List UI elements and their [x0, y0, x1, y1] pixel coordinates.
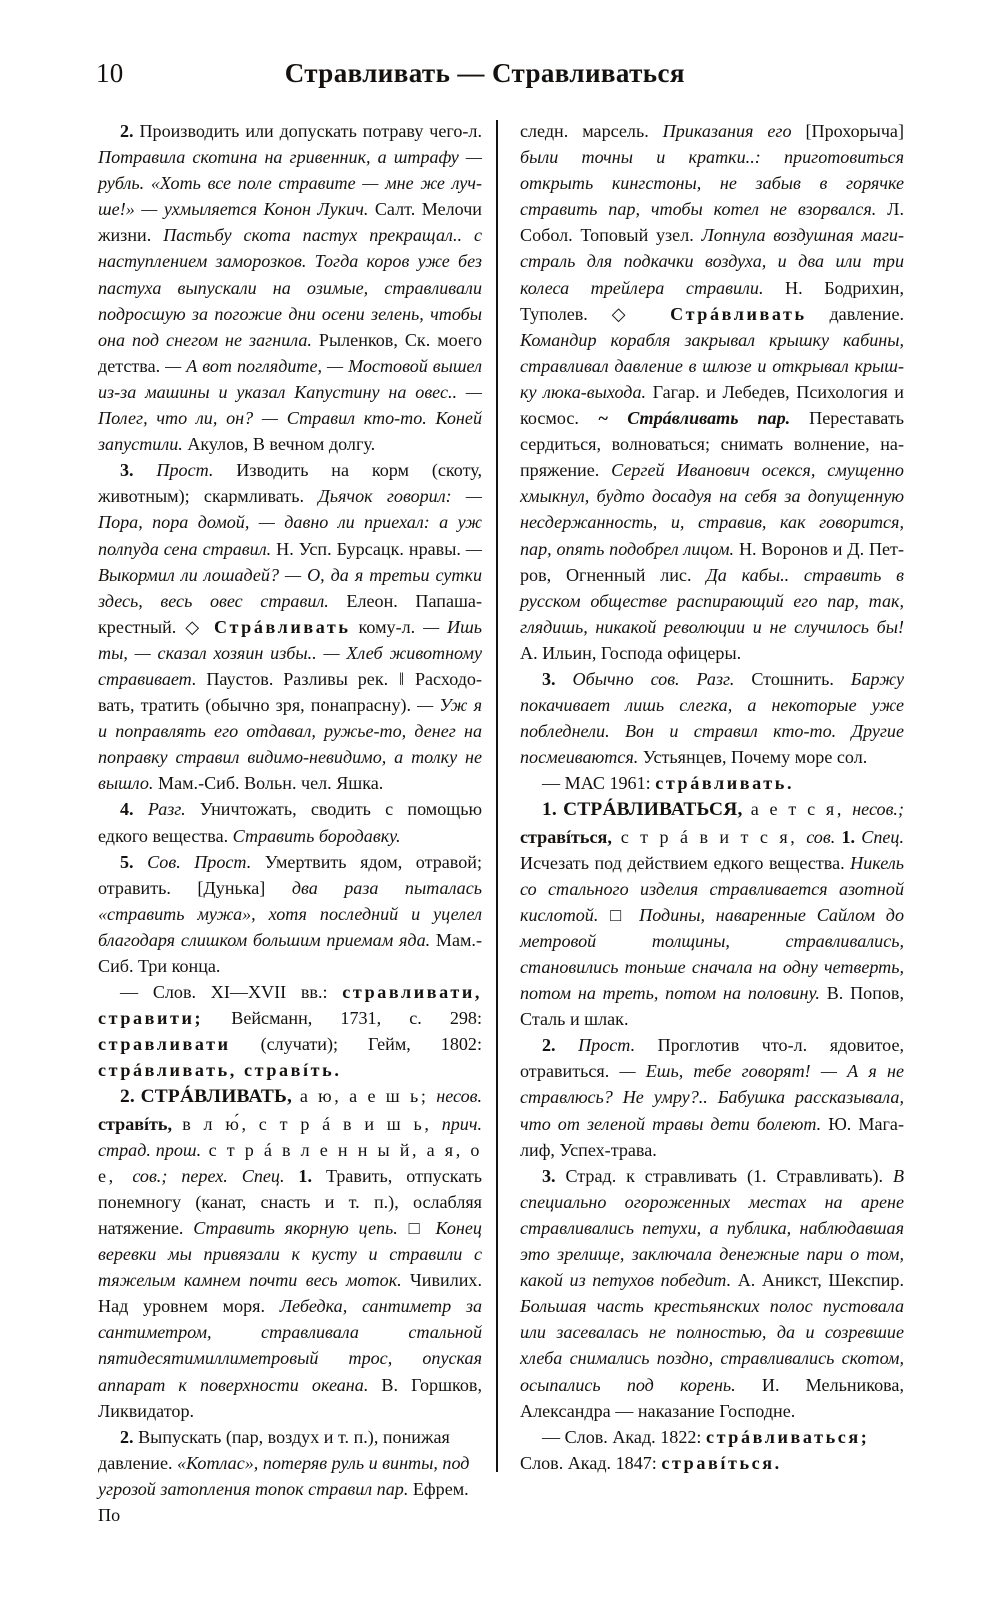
text-run: 3. [542, 1165, 556, 1186]
text-run: Дьячок говорил: — Пора, пора домой, — давно ли приехал: а уж полпуда сена стравил. [98, 486, 482, 559]
entry-paragraph [98, 1083, 482, 1423]
text-run: Стрáвливать [203, 616, 351, 637]
text-run: с т р á в и т с я, [611, 826, 807, 847]
text-run: Ефрем. По [98, 1478, 469, 1525]
text-run: 2. [120, 1426, 134, 1447]
text-run: стравливати, стравити; [98, 982, 482, 1029]
text-run: Проглотив что-л. ядовитое, отравиться. [520, 1035, 904, 1082]
text-run: Гагар. и Лебедев, Психология и космос. [520, 381, 904, 429]
text-run: Н. Усп. Бурсацк. нравы. [271, 538, 466, 559]
entry-paragraph [98, 457, 482, 796]
text-run: Сов. Прост. [133, 851, 252, 872]
text-run: ◇ [185, 616, 203, 637]
text-run: стрáвливаться; [705, 1426, 870, 1447]
text-run: Да кабы.. стравить в русском обществе распирающий его пар, так, глядишь, никакой революции и не случилось бы! [520, 564, 904, 637]
text-run: Большая часть крестьянских полос пустовала или засевалась не полностью, да и созревшие хлеба снимались поздно, стравливались скотом, осыпались под корень. [520, 1296, 904, 1395]
text-run: — Уж я и поправлять его отдавал, ружье-то, денег на поправку стравил видимо-невидимо, а толку не вышло. [98, 695, 482, 794]
running-title: Стравливать — Стравливаться [284, 58, 685, 88]
text-run: ◇ [611, 303, 644, 324]
text-run: 5. [120, 851, 134, 872]
text-run: Елеон. Папаша-крестный. [98, 590, 482, 637]
text-run: Уничтожать, сводить с помощью едкого вещества. [98, 799, 482, 846]
text-run: □ [398, 1217, 435, 1238]
text-run: Акулов, В вечном долгу. [182, 434, 376, 455]
text-run: — Ишь ты, — сказал хозяин избы.. — Хлеб животному стравивает. [98, 616, 483, 689]
text-run: Изводить на корм (скоту, животным); скармливать. [98, 460, 482, 507]
text-run: 2. [542, 1035, 556, 1056]
text-run: с т р á в л е н н ы й, а я, о е, [98, 1139, 482, 1186]
text-run: — Слов. Акад. 1822: [542, 1426, 706, 1447]
text-run: (случати); Гейм, 1802: [230, 1034, 482, 1055]
text-run: Баржу покачивает лишь слегка, а некоторые уже побледнели. Вон и стравил кто-то. Другие посмеиваются. [520, 668, 904, 768]
text-columns [98, 118, 910, 1525]
entry-paragraph [520, 1032, 904, 1162]
entry-paragraph [98, 796, 482, 848]
text-run: Исчезать под действием едкого вещества. [520, 852, 851, 873]
text-run: Переставать сердиться, волноваться; снимать волнение, напряжение. [520, 408, 904, 481]
page-number: 10 [96, 58, 124, 88]
entry-paragraph [98, 979, 482, 1083]
text-run: ‖ [399, 668, 405, 689]
text-run: 2. [120, 121, 134, 141]
text-run: Н. Бодрихин, Туполев. [520, 277, 904, 324]
text-run: — МАС 1961: [542, 773, 656, 794]
text-run: Производить или допускать потраву чего-л. [133, 121, 482, 141]
entry-paragraph [520, 118, 904, 666]
text-run: Страд. к стравливать (1. Стравливать). [555, 1165, 893, 1186]
text-run: следн. марсель. [520, 121, 663, 141]
entry-paragraph [520, 666, 904, 770]
text-run: Рыленков, Ск. моего детства. [98, 329, 482, 376]
text-run: Слов. Акад. 1847: [520, 1452, 662, 1473]
text-run: несов. [436, 1086, 483, 1107]
text-run: 3. [542, 668, 556, 689]
text-run: стравливати [98, 1034, 231, 1055]
text-run: Обычно сов. Разг. [555, 668, 735, 689]
text-run: — Выкормил ли лошадей? — О, да я третьи сутки здесь, весь овес стравил. [98, 538, 482, 611]
text-run: давление. [806, 303, 904, 324]
text-run: Н. Воронов и Д. Петров, Огненный лис. [520, 538, 904, 585]
text-run: 2. СТРÁВЛИВАТЬ, [120, 1086, 293, 1108]
text-run: Лопнула воздушная магистраль для подкачки воздуха, и два или три колеса трейлера стравили. [520, 225, 904, 298]
entry-paragraph [520, 1424, 904, 1476]
text-run: Конец веревки мы привязали к кусту и стравили с тяжелым камнем почти весь моток. [98, 1217, 482, 1291]
entry-paragraph [520, 770, 904, 796]
text-run: Никель со стального изделия стравливается азотной кислотой. [520, 852, 904, 925]
text-run: Прост. [555, 1035, 636, 1056]
text-run: Салт. Мелочи жизни. [98, 199, 482, 246]
entry-paragraph [98, 1424, 482, 1528]
text-run: 4. [120, 799, 134, 820]
text-run: Расходовать, тратить (обычно зря, понапрасну). [98, 668, 483, 716]
text-run: Лебедка, сантиметр за сантиметром, стравливала стальной пятидесятимиллиметровый трос, опуская аппарат к поверхности океана. [98, 1296, 482, 1395]
text-run: Ю. Магалиф, Успех-трава. [520, 1113, 904, 1160]
text-run: Спец. [855, 826, 904, 847]
text-run: а ю, а е ш ь; [292, 1086, 437, 1107]
text-run: 3. [120, 460, 134, 481]
entry-paragraph [98, 118, 482, 457]
text-run: 1. [835, 826, 856, 847]
text-run: Прост. [133, 460, 214, 481]
entry-paragraph [520, 796, 904, 1032]
entry-paragraph [98, 849, 482, 979]
text-run: Мам.-Сиб. Вольн. чел. Яшка. [153, 773, 384, 794]
text-run: Мам.-Сиб. Три конца. [98, 929, 482, 976]
text-run: несов.; [852, 799, 904, 820]
text-run: 1. СТРÁВЛИВАТЬСЯ, [542, 799, 743, 821]
text-run: — Слов. XI—XVII вв.: [120, 982, 343, 1003]
text-run: В специально огороженных местах на арене стравливались петухи, а публика, наблюдавшая это зрелище, заключала денежные пари о том, какой из петухов победит. [520, 1165, 904, 1291]
text-run: А. Ильин, Господа офицеры. [520, 642, 742, 663]
text-run: «Котлас», потеряв руль и винты, под угрозой затопления топок стравил пар. [98, 1452, 470, 1499]
right-column [498, 118, 904, 1478]
left-column [98, 118, 496, 1525]
text-run: а е т с я, [742, 799, 853, 820]
text-run: стравíться. [661, 1452, 782, 1473]
text-run: Вейсманн, 1731, с. 298: [203, 1008, 482, 1029]
text-run: В. Горшков, Ликвидатор. [98, 1374, 482, 1421]
text-run: сов. [806, 826, 836, 847]
text-run: И. Мельникова, Александра — наказание Господне. [520, 1374, 904, 1421]
text-run: □ [599, 904, 639, 925]
text-run: — Ешь, тебе говорят! — А я не стравлюсь? Не умру?.. Бабушка рассказывала, что от зеленой травы дети болеют. [520, 1061, 904, 1134]
text-run: два раза пыталась «стравить мужа», хотя последний и уцелел благодаря слишком большим приемам яда. [98, 877, 482, 950]
text-run: Умертвить ядом, отравой; отравить. [Дунька] [98, 851, 482, 898]
entry-paragraph [520, 1163, 904, 1424]
text-run: кому-л. [350, 616, 424, 637]
text-run: стравíть, [98, 1113, 173, 1134]
text-run: Травить, отпускать понемногу (канат, снасть и т. п.), ослабляя натяжение. [98, 1165, 482, 1238]
text-run: в л ю́, с т р á в и ш ь, [172, 1113, 442, 1134]
text-run: стравíться, [520, 826, 612, 847]
text-run: Командир корабля закрывал крышку кабины, стравливал давление в шлюзе и открывал крышку люка-выхода. [520, 329, 904, 402]
text-run: Устьянцев, Почему море сол. [638, 747, 868, 768]
text-run: были точны и кратки..: приготовиться открыть кингстоны, не забыв в горячке стравить пар, чтобы котел не взорвался. [520, 147, 904, 220]
text-run: Стравить бородавку. [232, 825, 401, 846]
text-run: Разг. [133, 799, 186, 820]
text-run: ~ Стрáвливать пар. [597, 408, 791, 429]
text-run: Пастьбу скота пастух прекращал.. с наступлением заморозков. Тогда коров уже без пастуха выпускали на озимые, стравливали подросшую за погожие дни осени зелень, чтобы она под снегом не загнила. [98, 225, 482, 350]
text-run: Выпускать (пар, воздух и т. п.), понижая давление. [98, 1426, 450, 1473]
text-run: Чивилих. Над уровнем моря. [98, 1270, 482, 1317]
text-run: Стравить якорную цепь. [193, 1217, 398, 1238]
text-run: Паустов. Разливы рек. [196, 668, 398, 689]
text-run: Сергей Иванович осекся, смущенно хмыкнул, будто досадуя на себя за допущенную несдержанность, и, стравив, как говорится, пар, опять подобрел лицом. [520, 460, 904, 559]
text-run: — А вот поглядите, — Мостовой вышел из-за машины и указал Капустину на овес.. — Полег, что ли, он? — Стравил кто-то. Коней запустили. [98, 355, 483, 455]
text-run: Подины, наваренные Сайлом до метровой толщины, стравливались, становились тоньше сначала на одну четверть, потом на треть, потом на половину. [520, 904, 904, 1004]
text-run: Стрáвливать [644, 303, 807, 324]
text-run: Стошнить. [734, 668, 851, 689]
text-run: Л. Собол. Топовый узел. [520, 199, 904, 246]
text-run: стрáвливать, стравíть. [98, 1060, 342, 1081]
text-run: В. Попов, Сталь и шлак. [520, 983, 904, 1030]
text-run: стрáвливать. [655, 773, 795, 794]
text-run: [Прохорыча] [791, 121, 904, 141]
text-run: Потравила скотина на гривенник, а штрафу — рубль. «Хоть все поле стравите — мне же лучше!» — ухмыляется Конон Лукич. [98, 147, 482, 220]
text-run: прич. страд. прош. [98, 1113, 482, 1160]
text-run: 1. [284, 1165, 312, 1186]
text-run: А. Аникст, Шекспир. [731, 1270, 904, 1291]
running-head [96, 58, 904, 98]
text-run: сов.; перех. Спец. [132, 1165, 285, 1186]
text-run: Приказания его [662, 121, 792, 141]
